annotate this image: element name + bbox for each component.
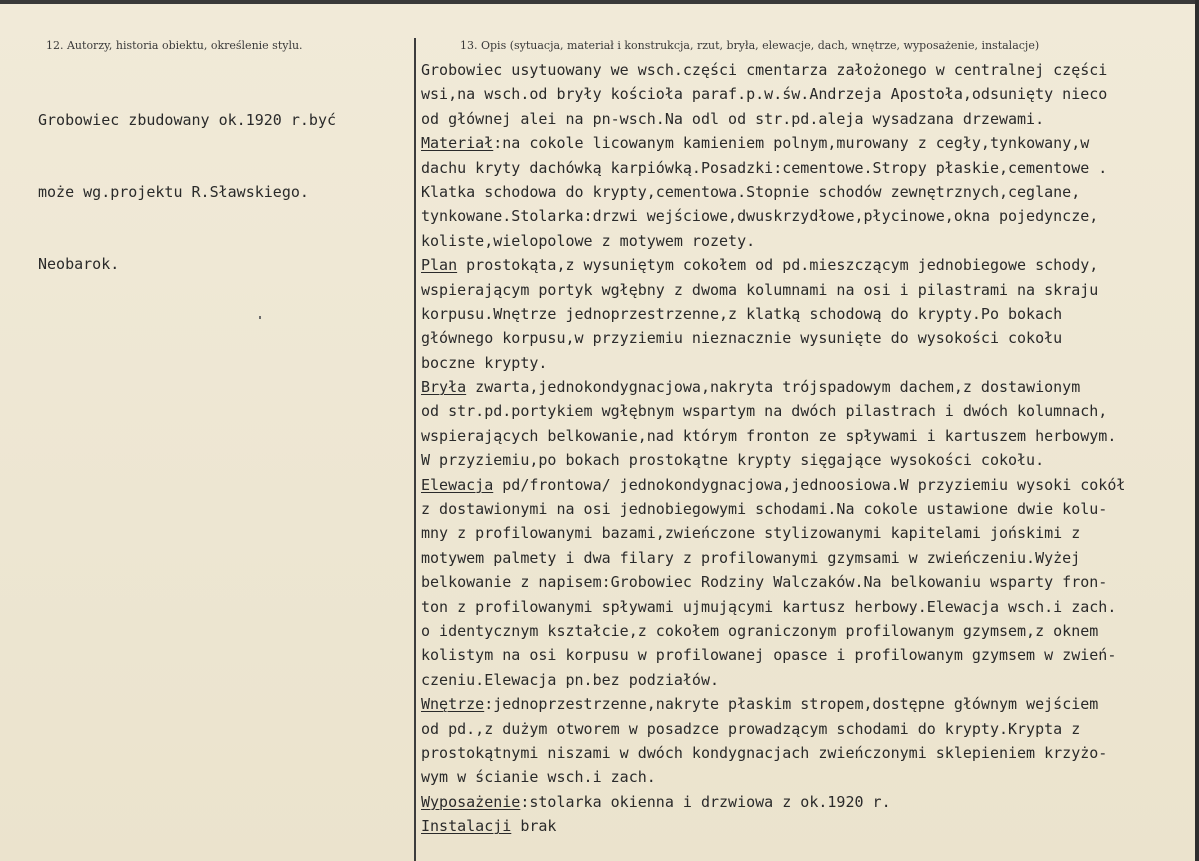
description-text-run: prostokątnymi niszami w dwóch kondygnacjach zwieńczonymi sklepieniem krzyżo- — [421, 743, 1108, 762]
description-text-run: wspierających belkowanie,nad którym fronton ze spływami i kartuszem herbowym. — [421, 426, 1117, 445]
ink-speck — [259, 316, 261, 319]
description-line — [421, 156, 1193, 180]
authors-history-text — [38, 60, 336, 324]
description-text-run: :stolarka okienna i drzwiowa z ok.1920 r. — [520, 792, 891, 811]
description-line — [421, 229, 1193, 253]
description-line — [421, 668, 1193, 692]
left-line: może wg.projektu R.Sławskiego. — [38, 183, 309, 201]
description-text-run: pd/frontowa/ jednokondygnacjowa,jednoosiowa.W przyziemiu wysoki cokół — [493, 475, 1126, 494]
description-line — [421, 399, 1193, 423]
description-line — [421, 619, 1193, 643]
description-line — [421, 180, 1193, 204]
section-label: Instalacji — [421, 817, 512, 836]
description-text-run: od głównej alei na pn-wsch.Na odl od str.pd.aleja wysadzana drzewami. — [421, 109, 1045, 128]
description-text-run: wspierającym portyk wgłębny z dwoma kolumnami na osi i pilastrami na skraju — [421, 280, 1099, 299]
description-text-run: czeniu.Elewacja pn.bez podziałów. — [421, 670, 720, 689]
description-text — [421, 58, 1193, 839]
description-line — [421, 82, 1193, 106]
description-text-run: wsi,na wsch.od bryły kościoła paraf.p.w.św.Andrzeja Apostoła,odsunięty nieco — [421, 85, 1108, 104]
section-label: Materiał — [421, 134, 494, 153]
left-line: Grobowiec zbudowany ok.1920 r.być — [38, 111, 337, 129]
description-text-run: z dostawionymi na osi jednobiegowymi schodami.Na cokole ustawione dwie kolu- — [421, 500, 1108, 519]
header-description: 13. Opis (sytuacja, materiał i konstrukcja, rzut, bryła, elewacje, dach, wnętrze, wyposażenie, instalacje) — [460, 39, 1040, 52]
description-text-run: W przyziemiu,po bokach prostokątne krypty sięgające wysokości cokołu. — [421, 451, 1045, 470]
description-line — [421, 375, 1193, 399]
description-line — [421, 790, 1193, 814]
description-text-run: :jednoprzestrzenne,nakryte płaskim stropem,dostępne głównym wejściem — [484, 695, 1099, 714]
description-text-run: głównego korpusu,w przyziemiu nieznacznie wysunięte do wysokości cokołu — [421, 329, 1063, 348]
description-text-run: o identycznym kształcie,z cokołem ograniczonym profilowanym gzymsem,z oknem — [421, 621, 1099, 640]
description-text-run: wym w ścianie wsch.i zach. — [421, 768, 656, 787]
section-label: Bryła — [421, 378, 467, 397]
description-text-run: od pd.,z dużym otworem w posadzce prowadzącym schodami do krypty.Krypta z — [421, 719, 1081, 738]
description-text-run: motywem palmety i dwa filary z profilowanymi gzymsami w zwieńczeniu.Wyżej — [421, 548, 1081, 567]
left-line: Neobarok. — [38, 255, 120, 273]
description-line — [421, 692, 1193, 716]
description-text-run: dachu kryty dachówką karpiówką.Posadzki:cementowe.Stropy płaskie,cementowe . — [421, 158, 1108, 177]
description-line — [421, 107, 1193, 131]
description-line — [421, 448, 1193, 472]
description-line — [421, 595, 1193, 619]
description-line — [421, 302, 1193, 326]
description-text-run: prostokąta,z wysuniętym cokołem od pd.mieszczącym jednobiegowe schody, — [457, 256, 1099, 275]
description-line — [421, 131, 1193, 155]
description-line — [421, 424, 1193, 448]
right-border — [1195, 0, 1199, 861]
description-text-run: Klatka schodowa do krypty,cementowa.Stopnie schodów zewnętrznych,ceglane, — [421, 182, 1081, 201]
description-line — [421, 278, 1193, 302]
column-divider — [414, 38, 416, 861]
description-text-run: kolistym na osi korpusu w profilowanej opasce i profilowanym gzymsem w zwień- — [421, 646, 1117, 665]
description-text-run: :na cokole licowanym kamieniem polnym,murowany z cegły,tynkowany,w — [493, 134, 1090, 153]
description-line — [421, 253, 1193, 277]
description-text-run: Grobowiec usytuowany we wsch.części cmentarza założonego w centralnej części — [421, 61, 1108, 79]
description-text-run: boczne krypty. — [421, 353, 548, 372]
description-line — [421, 58, 1193, 82]
section-label: Wyposażenie — [421, 792, 521, 811]
description-line — [421, 204, 1193, 228]
description-line — [421, 546, 1193, 570]
description-text-run: zwarta,jednokondygnacjowa,nakryta trójspadowym dachem,z dostawionym — [466, 378, 1081, 397]
description-text-run: mny z profilowanymi bazami,zwieńczone stylizowanymi kapitelami jońskimi z — [421, 524, 1081, 543]
description-line — [421, 765, 1193, 789]
description-line — [421, 326, 1193, 350]
description-text-run: belkowanie z napisem:Grobowiec Rodziny Walczaków.Na belkowaniu wsparty fron- — [421, 573, 1108, 592]
header-authors-history-style: 12. Autorzy, historia obiektu, określenie stylu. — [46, 39, 303, 52]
description-line — [421, 643, 1193, 667]
description-text-run: brak — [511, 817, 557, 836]
section-label: Plan — [421, 256, 458, 275]
description-line — [421, 570, 1193, 594]
description-line — [421, 497, 1193, 521]
description-text-run: koliste,wielopolowe z motywem rozety. — [421, 231, 756, 250]
description-line — [421, 741, 1193, 765]
description-line — [421, 521, 1193, 545]
description-line — [421, 473, 1193, 497]
description-line — [421, 717, 1193, 741]
description-text-run: korpusu.Wnętrze jednoprzestrzenne,z klatką schodową do krypty.Po bokach — [421, 304, 1063, 323]
description-text-run: tynkowane.Stolarka:drzwi wejściowe,dwuskrzydłowe,płycinowe,okna pojedyncze, — [421, 207, 1099, 226]
section-label: Elewacja — [421, 475, 494, 494]
description-line — [421, 351, 1193, 375]
section-label: Wnętrze — [421, 695, 485, 714]
description-text-run: od str.pd.portykiem wgłębnym wspartym na dwóch pilastrach i dwóch kolumnach, — [421, 402, 1108, 421]
top-border — [0, 0, 1199, 4]
description-line — [421, 814, 1193, 838]
description-text-run: ton z profilowanymi spływami ujmującymi kartusz herbowy.Elewacja wsch.i zach. — [421, 597, 1117, 616]
